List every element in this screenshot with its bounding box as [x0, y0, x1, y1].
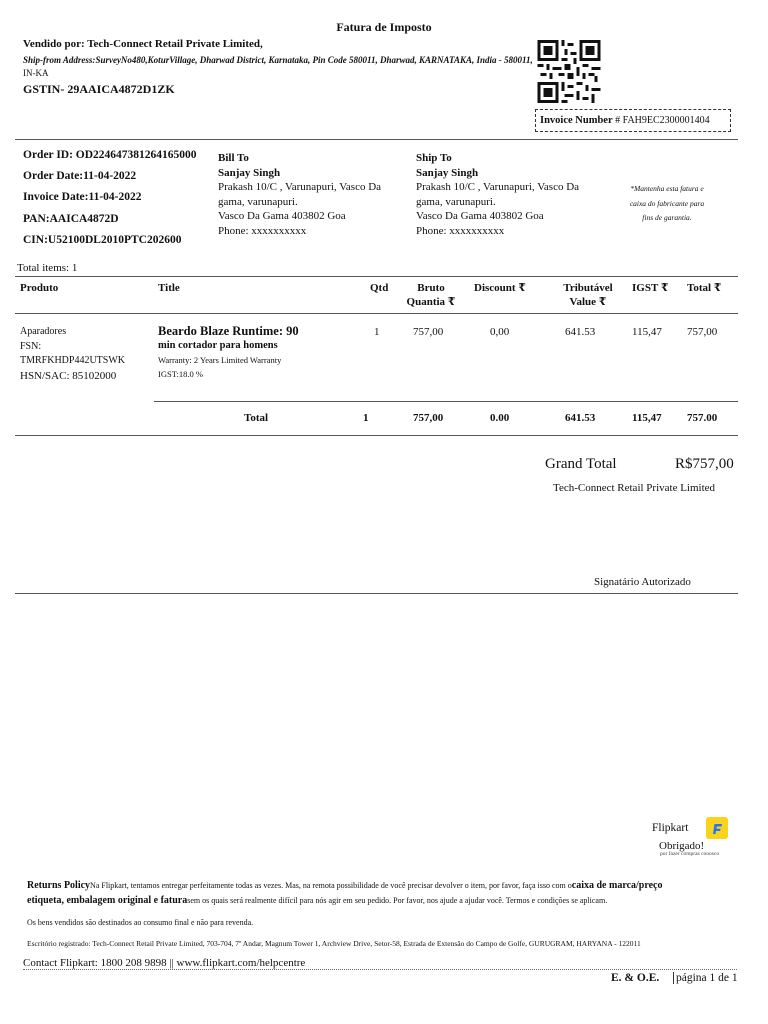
table-row — [20, 325, 125, 383]
hsn-code: HSN/SAC: 85102000 — [20, 369, 117, 382]
total-items: Total items: 1 — [17, 262, 78, 274]
product-igst-rate: IGST:18.0 % — [158, 369, 203, 379]
header-divider — [15, 139, 738, 140]
row-total: 757,00 — [687, 326, 718, 338]
invoice-title: Fatura de Imposto — [336, 20, 432, 34]
page-number: página 1 de 1 — [673, 972, 738, 984]
grand-total-label: Grand Total — [545, 456, 617, 472]
signature-divider — [15, 593, 738, 594]
pan-number: PAN:AAICA4872D — [23, 213, 119, 225]
totals-igst: 115,47 — [632, 412, 662, 424]
ship-to-line2: gama, varunapuri. — [416, 195, 496, 208]
row-discount: 0,00 — [490, 326, 510, 338]
returns-policy-bold1: caixa de marca/preço — [571, 880, 663, 891]
order-date: Order Date:11-04-2022 — [23, 170, 137, 182]
flipkart-brand: Flipkart — [652, 822, 689, 834]
fsn-label: FSN: — [20, 340, 42, 352]
col-header-discount: Discount ₹ — [474, 282, 526, 294]
product-title-line2: min cortador para homens — [158, 340, 278, 351]
table-header-divider — [15, 313, 738, 314]
ship-to-block — [416, 151, 579, 238]
col-header-tributavel — [558, 281, 618, 309]
col-header-title: Title — [158, 282, 180, 294]
ship-to-line3: Vasco Da Gama 403802 Goa — [416, 210, 544, 222]
footer-dotted-divider — [23, 969, 737, 970]
qr-code-icon — [537, 40, 601, 103]
ship-to-phone: Phone: xxxxxxxxxx — [416, 224, 505, 237]
seller-name: Vendido por: Tech-Connect Retail Private Limited, — [23, 38, 263, 50]
authorized-signatory: Signatário Autorizado — [594, 576, 691, 588]
row-igst: 115,47 — [632, 326, 662, 338]
ship-to-label: Ship To — [416, 152, 452, 164]
totals-qtd: 1 — [363, 412, 369, 424]
col-header-bruto — [402, 281, 460, 309]
table-bottom-border — [15, 435, 738, 436]
contact-flipkart: Contact Flipkart: 1800 208 9898 || www.flipkart.com/helpcentre — [23, 957, 306, 969]
col-header-total: Total ₹ — [687, 282, 722, 294]
bill-to-block — [218, 151, 381, 238]
cin-number: CIN:U52100DL2010PTC202600 — [23, 234, 182, 246]
totals-discount: 0.00 — [490, 412, 510, 424]
ship-from-address — [23, 54, 533, 80]
returns-policy — [27, 878, 717, 908]
eoe-label: E. & O.E. — [611, 972, 660, 984]
bill-to-line1: Prakash 10/C , Varunapuri, Vasco Da — [218, 181, 382, 193]
invoice-number-label: Invoice Number — [540, 115, 613, 126]
ship-to-line1: Prakash 10/C , Varunapuri, Vasco Da — [416, 181, 580, 193]
ship-from-region: IN-KA — [23, 68, 49, 78]
product-title-cell — [158, 324, 299, 381]
flipkart-logo-icon — [706, 817, 728, 839]
invoice-date: Invoice Date:11-04-2022 — [23, 191, 142, 203]
ship-from-line: SurveyNo480,KoturVillage, Dharwad District, Karnataka, Pin Code 580011, Dharwad, KARNATAKA, India - 580011, — [95, 55, 533, 65]
resale-note: Os bens vendidos são destinados ao consumo final e não para revenda. — [27, 918, 254, 927]
bill-to-line2: gama, varunapuri. — [218, 195, 298, 208]
invoice-number-value: # FAH9EC2300001404 — [615, 115, 710, 126]
note-line2: caixa do fabricante para — [629, 198, 705, 208]
row-bruto: 757,00 — [413, 326, 444, 338]
col-header-produto: Produto — [20, 282, 59, 294]
returns-policy-text1: Na Flipkart, tentamos entregar perfeitamente todas as vezes. Mas, na remota possibilidade de você precisar devolver o item, por favor, faça isso com o — [90, 881, 572, 890]
col-header-tributavel-line2: Value ₹ — [569, 296, 607, 308]
thanks-subtext: por fazer compras conosco — [660, 851, 720, 857]
company-name: Tech-Connect Retail Private Limited — [553, 482, 716, 494]
registered-office: Escritório registrado: Tech-Connect Retail Private Limited, 703-704, 7º Andar, Magnum Tower 1, Archview Drive, Setor-58, Estrada de Extensão do Campo de Golfe, GURUGRAM, HARYANA - 122011 — [27, 939, 641, 948]
table-top-border — [15, 276, 738, 277]
note-line3: fins de garantia. — [642, 213, 692, 222]
gstin: GSTIN- 29AAICA4872D1ZK — [23, 82, 175, 96]
warranty-note — [612, 182, 722, 226]
ship-to-name: Sanjay Singh — [416, 166, 479, 179]
product-title-line1: Beardo Blaze Runtime: 90 — [158, 324, 299, 338]
totals-label: Total — [244, 412, 269, 424]
product-warranty: Warranty: 2 Years Limited Warranty — [158, 355, 282, 365]
totals-total: 757.00 — [687, 412, 718, 424]
returns-policy-bold2: etiqueta, embalagem original e fatura — [27, 895, 188, 906]
bill-to-label: Bill To — [218, 152, 249, 164]
ship-from-label: Ship-from Address: — [23, 55, 96, 65]
col-header-igst: IGST ₹ — [632, 282, 669, 294]
row-qtd: 1 — [374, 326, 380, 338]
totals-bruto: 757,00 — [413, 412, 444, 424]
note-line1: *Mantenha esta fatura e — [630, 184, 704, 193]
col-header-tributavel-line1: Tributável — [563, 282, 613, 294]
thanks-text: Obrigado! — [659, 840, 705, 852]
bill-to-phone: Phone: xxxxxxxxxx — [218, 224, 307, 237]
row-tributavel: 641.53 — [565, 326, 596, 338]
grand-total-value: R$757,00 — [675, 456, 734, 472]
returns-policy-text2: sem os quais será realmente difícil para nós agir em seu pedido. Por favor, nos ajude a ajudar você. Termos e condições se aplicam. — [187, 896, 608, 905]
fsn-code: TMRFKHDP442UTSWK — [20, 355, 126, 366]
col-header-qtd: Qtd — [370, 282, 389, 294]
bill-to-line3: Vasco Da Gama 403802 Goa — [218, 210, 346, 222]
col-header-bruto-line1: Bruto — [417, 282, 445, 294]
returns-policy-title: Returns Policy — [27, 880, 91, 891]
col-header-bruto-line2: Quantia ₹ — [406, 296, 456, 308]
table-row-divider — [154, 401, 738, 402]
bill-to-name: Sanjay Singh — [218, 166, 281, 179]
totals-tributavel: 641.53 — [565, 412, 596, 424]
product-category: Aparadores — [20, 326, 67, 337]
invoice-number-box — [535, 109, 731, 132]
order-id: Order ID: OD224647381264165000 — [23, 149, 197, 161]
